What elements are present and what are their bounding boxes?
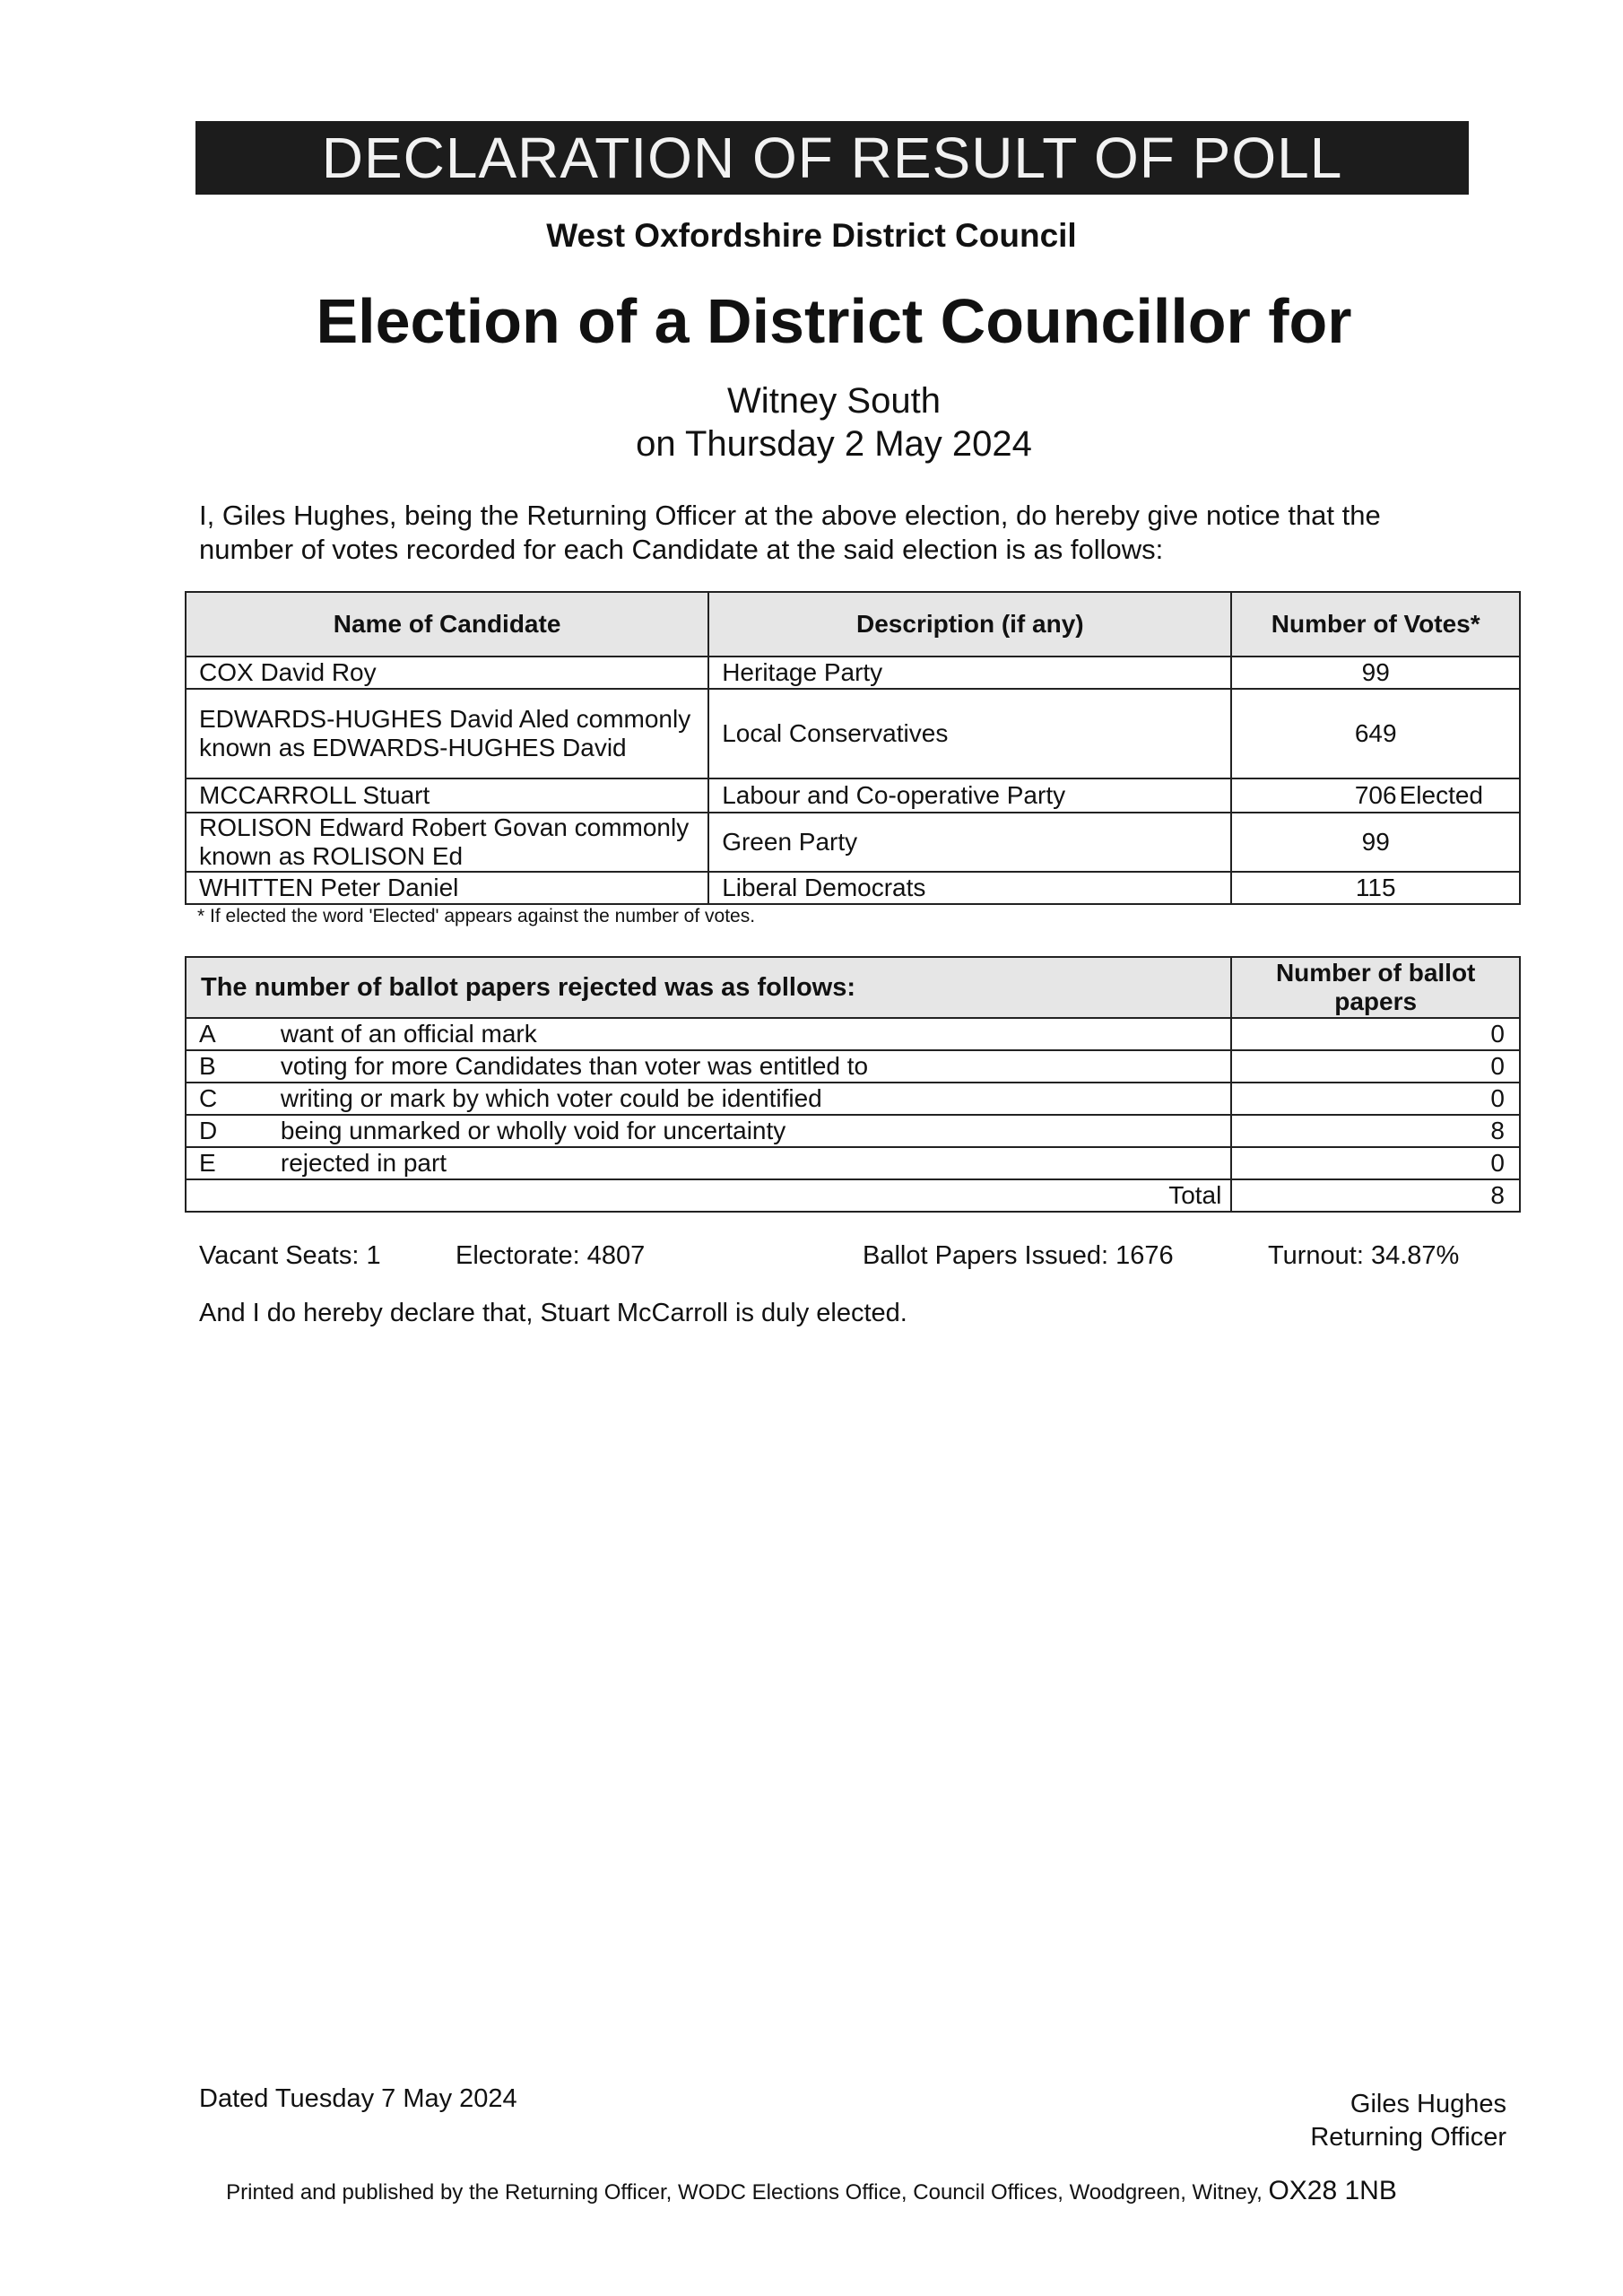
reason-count: 0 [1231, 1147, 1520, 1179]
reason-count: 8 [1231, 1115, 1520, 1147]
candidate-votes [1231, 813, 1520, 872]
imprint-line [0, 2176, 1623, 2206]
votes-footnote: * If elected the word 'Elected' appears against the number of votes. [197, 906, 756, 926]
total-label: Total [186, 1179, 1231, 1212]
header-votes: Number of Votes* [1231, 592, 1520, 657]
votes-value: 649 [1354, 719, 1397, 747]
header-name: Name of Candidate [186, 592, 708, 657]
candidate-description: Liberal Democrats [708, 872, 1231, 904]
votes-value: 99 [1361, 828, 1390, 856]
declaration-statement: And I do hereby declare that, Stuart McCarroll is duly elected. [199, 1299, 907, 1327]
table-row [186, 1083, 1520, 1115]
election-title: Election of a District Councillor for [316, 286, 1352, 356]
candidate-description: Labour and Co-operative Party [708, 778, 1231, 813]
signer-name: Giles Hughes [1350, 2090, 1506, 2118]
table-row [186, 872, 1520, 904]
imprint-text: Printed and published by the Returning Officer, WODC Elections Office, Council Offices, Woodgreen, Witney, [226, 2180, 1263, 2205]
candidate-description: Heritage Party [708, 657, 1231, 689]
total-count: 8 [1231, 1179, 1520, 1212]
candidate-votes [1231, 689, 1520, 778]
dated-line: Dated Tuesday 7 May 2024 [199, 2084, 517, 2113]
reason-text: writing or mark by which voter could be identified [281, 1083, 1231, 1115]
table-row [186, 689, 1520, 778]
candidates-header-row [186, 592, 1520, 657]
rejected-header-row [186, 957, 1520, 1018]
council-name: West Oxfordshire District Council [546, 217, 1077, 254]
candidate-name: COX David Roy [186, 657, 708, 689]
poll-date: on Thursday 2 May 2024 [636, 424, 1032, 464]
table-row [186, 1018, 1520, 1050]
signer-role: Returning Officer [1310, 2123, 1506, 2152]
reason-count: 0 [1231, 1018, 1520, 1050]
reason-text: voting for more Candidates than voter was entitled to [281, 1050, 1231, 1083]
candidate-description: Local Conservatives [708, 689, 1231, 778]
rejected-count-heading: Number of ballot papers [1231, 957, 1520, 1018]
candidate-votes [1231, 657, 1520, 689]
candidate-name: ROLISON Edward Robert Govan commonly known as ROLISON Ed [186, 813, 708, 872]
turnout: Turnout: 34.87% [1268, 1241, 1460, 1270]
signature-block [1310, 2088, 1506, 2154]
ward-name: Witney South [727, 381, 941, 421]
imprint-postcode: OX28 1NB [1268, 2176, 1397, 2205]
rejected-heading: The number of ballot papers rejected was as follows: [186, 957, 1231, 1018]
reason-text: being unmarked or wholly void for uncertainty [281, 1115, 1231, 1147]
candidate-description: Green Party [708, 813, 1231, 872]
header-description: Description (if any) [708, 592, 1231, 657]
reason-code: C [186, 1083, 281, 1115]
candidates-table [185, 591, 1521, 905]
candidate-name: MCCARROLL Stuart [186, 778, 708, 813]
total-row [186, 1179, 1520, 1212]
votes-value: 115 [1355, 874, 1396, 901]
candidate-votes [1231, 778, 1520, 813]
candidate-name: WHITTEN Peter Daniel [186, 872, 708, 904]
reason-code: E [186, 1147, 281, 1179]
reason-text: rejected in part [281, 1147, 1231, 1179]
table-row [186, 813, 1520, 872]
electorate: Electorate: 4807 [456, 1241, 646, 1270]
votes-value: 99 [1361, 658, 1390, 686]
intro-paragraph: I, Giles Hughes, being the Returning Officer at the above election, do hereby give notice that the number of votes recorded for each Candidate at the said election is as follows: [199, 500, 1381, 565]
table-row [186, 1147, 1520, 1179]
ballot-papers-issued: Ballot Papers Issued: 1676 [863, 1241, 1174, 1270]
vacant-seats: Vacant Seats: 1 [199, 1241, 381, 1270]
candidate-votes [1231, 872, 1520, 904]
elected-label: Elected [1399, 781, 1483, 809]
document-banner: DECLARATION OF RESULT OF POLL [195, 121, 1469, 195]
table-row [186, 657, 1520, 689]
votes-value: 706 [1354, 781, 1397, 809]
table-row [186, 1115, 1520, 1147]
candidate-name: EDWARDS-HUGHES David Aled commonly known as EDWARDS-HUGHES David [186, 689, 708, 778]
table-row [186, 1050, 1520, 1083]
reason-code: A [186, 1018, 281, 1050]
reason-count: 0 [1231, 1083, 1520, 1115]
reason-text: want of an official mark [281, 1018, 1231, 1050]
reason-code: D [186, 1115, 281, 1147]
reason-count: 0 [1231, 1050, 1520, 1083]
rejected-ballots-table [185, 956, 1521, 1213]
table-row [186, 778, 1520, 813]
reason-code: B [186, 1050, 281, 1083]
